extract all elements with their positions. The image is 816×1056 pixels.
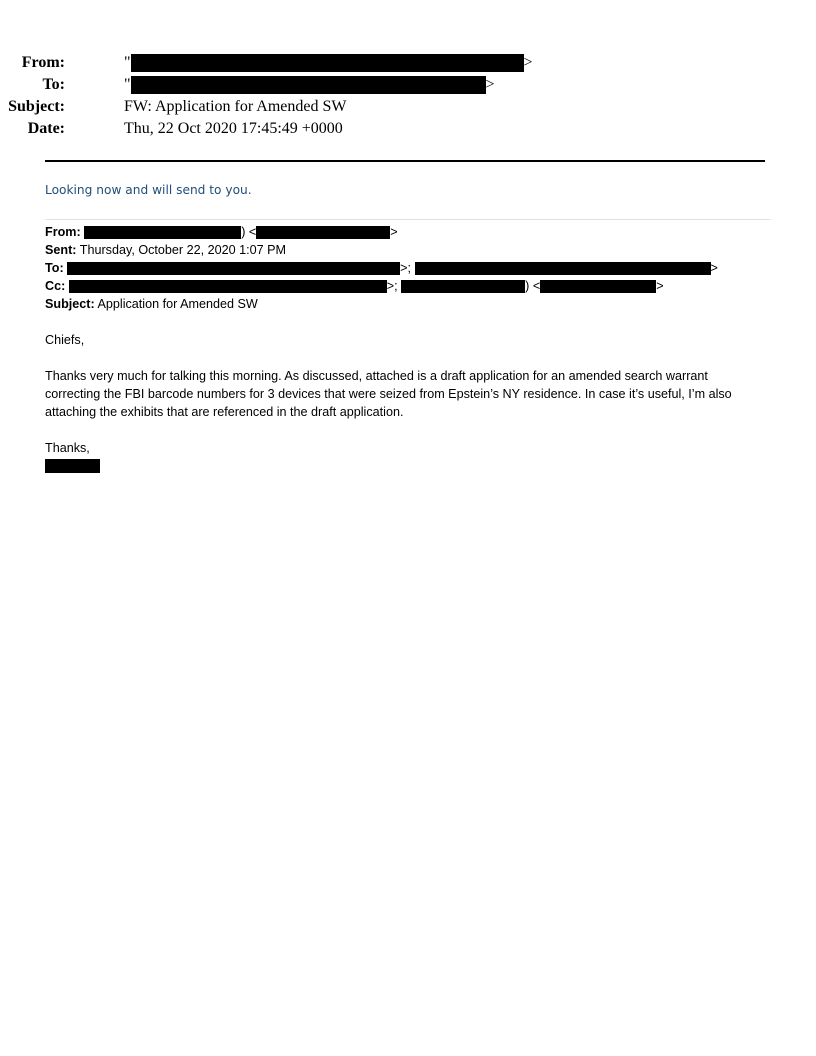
outer-to-value: " > [124,76,495,93]
redaction-block [415,262,711,275]
quoted-message-divider [45,219,771,220]
inner-to-label: To: [45,261,64,275]
redaction-block [67,262,400,275]
outer-date-row [0,119,760,139]
redaction-block [256,226,390,239]
reply-text: Looking now and will send to you. [45,183,252,197]
inner-from-label: From: [45,225,81,239]
outer-date-value: Thu, 22 Oct 2020 17:45:49 +0000 [124,120,343,137]
inner-from-row: From: ) < > [45,225,398,239]
outer-date-label: Date: [27,120,65,137]
inner-cc-label: Cc: [45,279,66,293]
body-line: attaching the exhibits that are referenced in the draft application. [45,405,404,419]
outer-to-row [0,75,760,95]
redaction-block [131,76,486,94]
inner-subject-label: Subject: [45,297,95,311]
outer-from-label: From: [21,54,65,71]
signoff-block [45,439,775,457]
inner-sent-row [45,241,785,259]
outer-from-value: " > [124,54,533,71]
email-body [45,331,775,349]
outer-subject-value: FW: Application for Amended SW [124,98,347,115]
inner-cc-row: Cc: >; ) < > [45,279,664,293]
redaction-block [131,54,524,72]
signature-redaction [45,459,100,473]
outer-subject-row [0,97,760,117]
body-line: correcting the FBI barcode numbers for 3 devices that were seized from Epstein’s NY residence. In case it’s useful, I’m also [45,387,732,401]
greeting: Chiefs, [45,333,85,347]
signoff: Thanks, [45,441,90,455]
redaction-block [540,280,656,293]
header-divider [45,160,765,162]
redaction-block [401,280,525,293]
outer-from-row [0,53,760,73]
outer-to-label: To: [42,76,65,93]
redaction-block [69,280,387,293]
body-paragraph [45,367,775,421]
inner-subject-row [45,295,785,313]
outer-subject-label: Subject: [8,98,65,115]
inner-sent-label: Sent: [45,243,77,257]
redaction-block [84,226,241,239]
inner-to-row: To: >; > [45,261,718,275]
inner-subject-value: Application for Amended SW [97,297,258,311]
body-line: Thanks very much for talking this morning. As discussed, attached is a draft application for an amended search warrant [45,369,708,383]
inner-sent-value: Thursday, October 22, 2020 1:07 PM [79,243,287,257]
